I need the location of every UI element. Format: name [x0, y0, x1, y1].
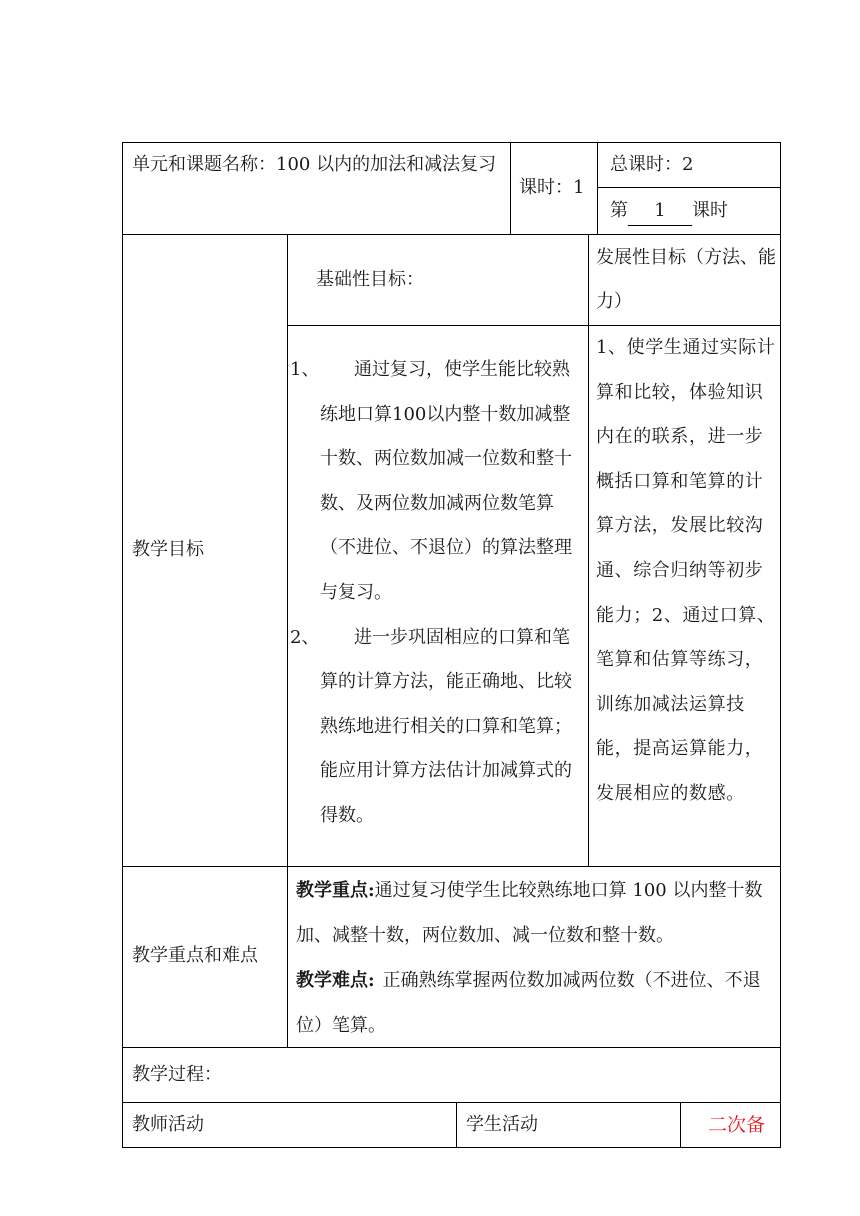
period-value: 1	[628, 197, 692, 226]
period-cell	[610, 196, 780, 226]
unit-title-value: 100 以内的加法和减法复习	[276, 154, 497, 175]
period-prefix: 第	[610, 200, 628, 221]
divider	[122, 866, 781, 867]
divider	[287, 234, 288, 1047]
unit-title-cell	[132, 143, 507, 187]
list-item	[290, 616, 584, 839]
divider	[597, 142, 598, 234]
second-prep-header: 二次备	[708, 1114, 766, 1136]
student-activity-header: 学生活动	[466, 1114, 538, 1135]
divider	[456, 1102, 457, 1148]
divider	[122, 234, 781, 235]
difficulty-label: 教学难点:	[296, 970, 375, 991]
list-item	[290, 348, 584, 616]
divider	[597, 187, 781, 188]
key-points-row-label: 教学重点和难点	[132, 945, 258, 966]
dev-objectives-text: 1、使学生通过实际计算和比较，体验知识内在的联系，进一步概括口算和笔算的计算方法，发展比较沟通、综合归纳等初步能力；2、通过口算、笔算和估算等练习，训练加减法运算技能，提高运算能力，发展相应的数感。	[596, 337, 776, 804]
goal-number: 1、	[290, 359, 320, 380]
lesson-label: 课时：	[519, 177, 573, 198]
goal-number: 2、	[290, 626, 320, 648]
table-border-bottom	[122, 1147, 781, 1148]
total-lessons-cell	[610, 143, 780, 187]
unit-title-label: 单元和课题名称：	[132, 154, 276, 175]
difficulty-text: 正确熟练掌握两位数加减两位数（不进位、不退位）笔算。	[296, 970, 761, 1036]
process-label: 教学过程：	[132, 1064, 222, 1085]
basic-objectives-heading: 基础性目标：	[316, 269, 424, 290]
total-lessons-value: 2	[682, 154, 694, 175]
goal-text: 通过复习，使学生能比较熟练地口算100以内整十数加减整十数、两位数加减一位数和整十数、及两位数加减两位数笔算（不进位、不退位）的算法整理与复习。	[320, 359, 572, 603]
teacher-activity-header: 教师活动	[132, 1114, 204, 1135]
focus-text: 通过复习使学生比较熟练地口算 100 以内整十数加、减整十数，两位数加、减一位数和整十数。	[296, 880, 763, 946]
key-points-content	[296, 868, 776, 1048]
period-suffix: 课时	[692, 200, 728, 221]
dev-objectives-heading: 发展性目标（方法、能力）	[596, 247, 776, 312]
divider	[680, 1102, 681, 1148]
lesson-value: 1	[573, 177, 585, 198]
total-lessons-label: 总课时：	[610, 154, 682, 175]
goal-text: 进一步巩固相应的口算和笔算的计算方法，能正确地、比较熟练地进行相关的口算和笔算；能应用计算方法估计加减算式的得数。	[320, 626, 572, 826]
focus-label: 教学重点:	[296, 880, 375, 901]
divider	[588, 234, 589, 866]
lesson-cell	[519, 166, 597, 210]
basic-objectives-list	[290, 348, 584, 839]
table-border-left	[122, 142, 123, 1148]
table-border-right	[780, 142, 781, 1148]
divider	[510, 142, 511, 234]
objectives-row-label: 教学目标	[132, 539, 204, 560]
